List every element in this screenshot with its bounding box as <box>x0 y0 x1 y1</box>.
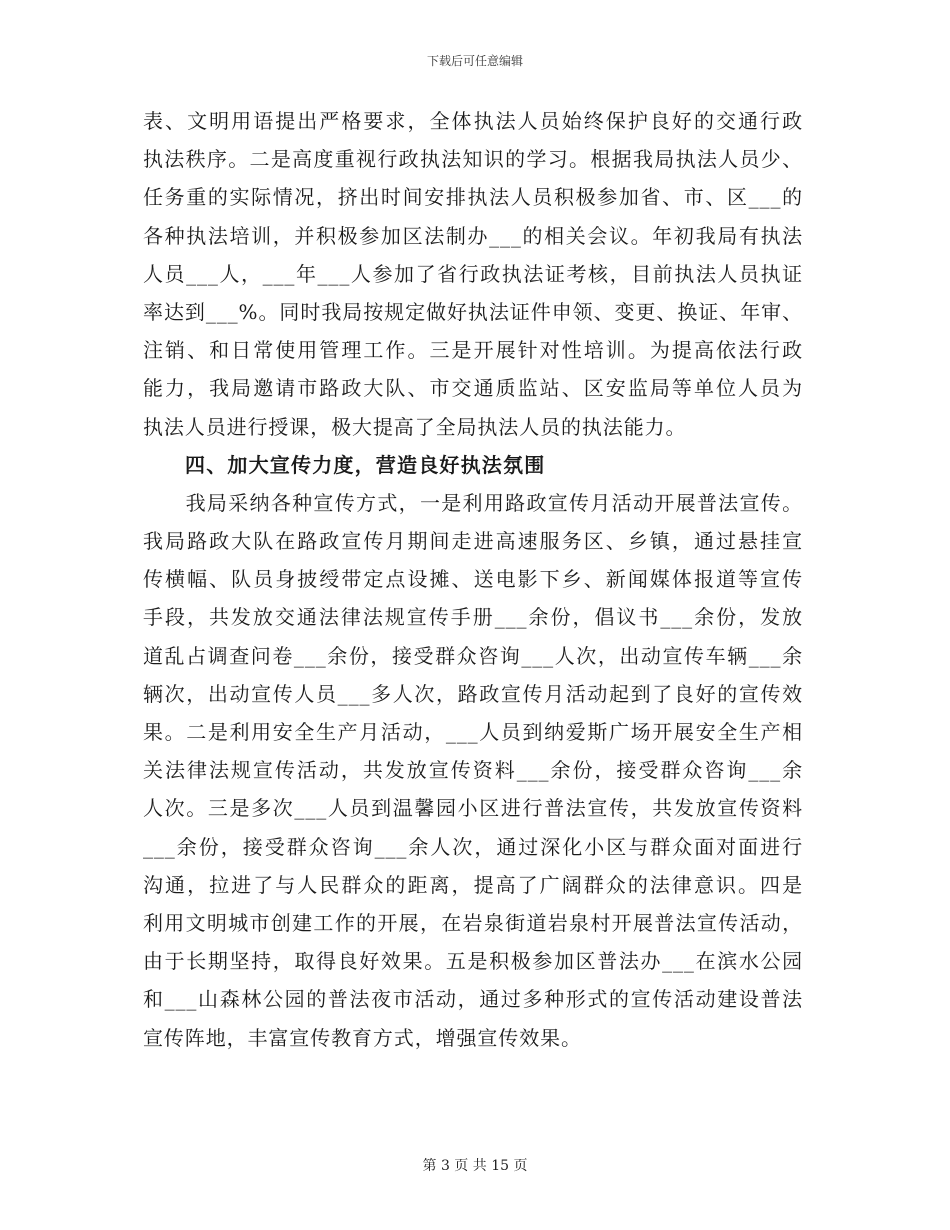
text-line: 关法律法规宣传活动，共发放宣传资料___余份，接受群众咨询___余 <box>143 758 803 783</box>
text-line: 表、文明用语提出严格要求，全体执法人员始终保护良好的交通行政 <box>143 109 803 133</box>
page-header: 下载后可任意编辑 <box>426 54 523 68</box>
text-line: 我局采纳各种宣传方式，一是利用路政宣传月活动开展普法宣传。 <box>143 490 803 515</box>
text-line: 和___山森林公园的普法夜市活动，通过多种形式的宣传活动建设普法 <box>143 987 803 1012</box>
text-line: 人员___人，___年___人参加了省行政执法证考核，目前执法人员执证 <box>143 261 803 286</box>
text-line: 我局路政大队在路政宣传月期间走进高速服务区、乡镇，通过悬挂宣 <box>143 529 803 554</box>
text-line: 利用文明城市创建工作的开展，在岩泉街道岩泉村开展普法宣传活动， <box>143 910 803 935</box>
text-line: 果。二是利用安全生产月活动，___人员到纳爱斯广场开展安全生产相 <box>143 720 803 744</box>
text-line: 由于长期坚持，取得良好效果。五是积极参加区普法办___在滨水公园 <box>143 949 803 974</box>
text-line: 沟通，拉进了与人民群众的距离，提高了广阔群众的法律意识。四是 <box>143 872 803 897</box>
text-line: 率达到___%。同时我局按规定做好执法证件申领、变更、换证、年审、 <box>143 299 803 324</box>
text-line: 道乱占调查问卷___余份，接受群众咨询___人次，出动宣传车辆___余 <box>143 643 803 668</box>
text-line: 人次。三是多次___人员到温馨园小区进行普法宣传，共发放宣传资料 <box>143 796 803 821</box>
text-line: 宣传阵地，丰富宣传教育方式，增强宣传效果。 <box>143 1025 582 1050</box>
paragraph-publicity <box>143 484 803 1057</box>
text-line: 任务重的实际情况，挤出时间安排执法人员积极参加省、市、区___的 <box>143 185 803 210</box>
document-body <box>143 102 803 1057</box>
paragraph-execution-training <box>143 102 803 446</box>
text-line: 辆次，出动宣传人员___多人次，路政宣传月活动起到了良好的宣传效 <box>143 681 803 706</box>
section-heading: 四、加大宣传力度，营造良好执法氛围 <box>185 452 546 477</box>
text-line: 执法秩序。二是高度重视行政执法知识的学习。根据我局执法人员少、 <box>143 147 803 172</box>
text-line: 各种执法培训，并积极参加区法制办___的相关会议。年初我局有执法 <box>143 223 803 248</box>
text-line: 注销、和日常使用管理工作。三是开展针对性培训。为提高依法行政 <box>143 338 803 363</box>
text-line: 执法人员进行授课，极大提高了全局执法人员的执法能力。 <box>143 414 687 439</box>
page-number: 第 3 页 共 15 页 <box>422 1158 528 1174</box>
text-line: ___余份，接受群众咨询___余人次，通过深化小区与群众面对面进行 <box>143 834 803 859</box>
text-line: 能力，我局邀请市路政大队、市交通质监站、区安监局等单位人员为 <box>143 376 803 401</box>
text-line: 手段，共发放交通法律法规宣传手册___余份，倡议书___余份，发放 <box>143 605 803 630</box>
text-line: 传横幅、队员身披绶带定点设摊、送电影下乡、新闻媒体报道等宣传 <box>143 567 803 592</box>
